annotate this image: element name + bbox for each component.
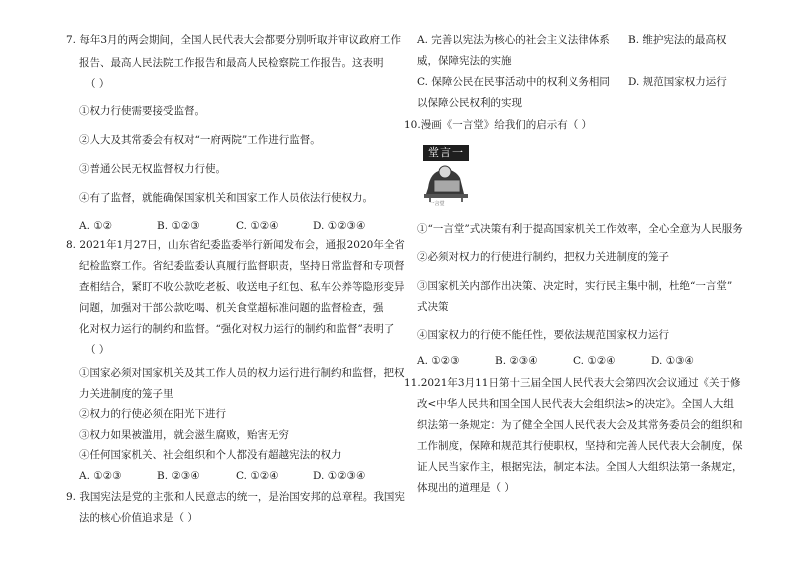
q8-choice-d[interactable]: D. ①②③④ (313, 470, 366, 482)
q7-stem-line: 7. 每年3月的两会期间，全国人民代表大会都要分别听取并审议政府工作 (66, 34, 402, 46)
q11-stem-line: 改<中华人民共和国全国人民代表大会组织法>的决定》。全国人大组 (417, 398, 734, 410)
q8-choice-b[interactable]: B. ②③④ (157, 470, 200, 482)
q10-item: ③国家机关内部作出决策、决定时，实行民主集中制，杜绝“一言堂” (417, 280, 733, 292)
q7-item: ④有了监督，就能确保国家机关和国家工作人员依法行使权力。 (79, 192, 373, 204)
q8-stem-line: 问题，加强对干部公款吃喝、机关食堂超标准问题的监督检查，强 (79, 302, 384, 314)
q7-choice-d[interactable]: D. ①②③④ (313, 220, 366, 232)
q10-item: ②必须对权力的行使进行制约，把权力关进制度的笼子 (417, 251, 669, 263)
q8-stem-line: 查相结合，紧盯不收公款吃老板、收送电子红包、私车公养等隐形变异 (79, 281, 405, 293)
q10-item-cont: 式决策 (417, 301, 449, 313)
q9-choice-c[interactable]: C. 保障公民在民事活动中的权利义务相同 (417, 76, 610, 88)
q7-choice-a[interactable]: A. ①② (79, 220, 113, 232)
q11-stem-line: 体现出的道理是（ ） (417, 482, 515, 494)
q9-stem-line: 法的核心价值追求是（ ） (79, 512, 198, 524)
q10-item: ④国家权力的行使不能任性，要依法规范国家权力运行 (417, 329, 669, 341)
q7-item: ③普通公民无权监督权力行使。 (79, 163, 226, 175)
q9-stem-line: 9. 我国宪法是党的主张和人民意志的统一，是治国安邦的总章程。我国宪 (66, 491, 405, 503)
q8-stem-line: 化对权力运行的制约和监督。“强化对权力运行的制约和监督”表明了 (79, 323, 395, 335)
q9-choice-d[interactable]: D. 规范国家权力运行 (628, 76, 727, 88)
q8-choice-a[interactable]: A. ①②③ (79, 470, 122, 482)
q8-stem-line: 8. 2021年1月27日，山东省纪委监委举行新闻发布会，通报2020年全省 (66, 239, 405, 251)
cartoon-caption: 一言堂 (429, 201, 445, 207)
q7-stem-line: 报告、最高人民法院工作报告和最高人民检察院工作报告。这表明 (79, 57, 384, 69)
q8-choice-c[interactable]: C. ①②④ (236, 470, 279, 482)
q9-choice-a-cont: 威，保障宪法的实施 (417, 55, 512, 67)
q8-item: ①国家必须对国家机关及其工作人员的权力运行进行制约和监督，把权 (79, 367, 405, 379)
q7-choice-b[interactable]: B. ①②③ (157, 220, 200, 232)
q10-item: ①“一言堂”式决策有利于提高国家机关工作效率，全心全意为人民服务 (417, 223, 743, 235)
q8-item: ③权力如果被滥用，就会滋生腐败，贻害无穷 (79, 429, 289, 441)
q11-stem-line: 11.2021年3月11日第十三届全国人民代表大会第四次会议通过《关于修 (404, 377, 741, 389)
q8-stem-line: 纪检监察工作。省纪委监委认真履行监督职责，坚持日常监督和专项督 (79, 260, 405, 272)
q7-item: ②人大及其常委会有权对“一府两院”工作进行监督。 (79, 134, 321, 146)
q9-choice-a[interactable]: A. 完善以宪法为核心的社会主义法律体系 (417, 34, 610, 46)
q8-stem-line: （ ） (85, 344, 110, 356)
q10-choice-d[interactable]: D. ①③④ (651, 355, 694, 367)
q8-item: ②权力的行使必须在阳光下进行 (79, 408, 226, 420)
cartoon-sign-text: 堂言一 (428, 146, 464, 159)
q10-choice-a[interactable]: A. ①②③ (417, 355, 460, 367)
q7-stem-line: （ ） (85, 78, 110, 90)
q9-choice-d-cont: 以保障公民权利的实现 (417, 97, 522, 109)
q10-choice-c[interactable]: C. ①②④ (573, 355, 616, 367)
q11-stem-line: 证人民当家作主，根据宪法，制定本法。全国人大组织法第一条规定， (417, 461, 743, 473)
q7-item: ①权力行使需要接受监督。 (79, 105, 205, 117)
q8-item: ④任何国家机关、社会组织和个人都没有超越宪法的权力 (79, 449, 342, 461)
q7-choice-c[interactable]: C. ①②④ (236, 220, 279, 232)
q10-choice-b[interactable]: B. ②③④ (495, 355, 538, 367)
q8-item: 力关进制度的笼子里 (79, 388, 174, 400)
q11-stem-line: 工作制度，保障和规范其行使职权，坚持和完善人民代表大会制度，保 (417, 440, 743, 452)
q11-stem-line: 织法第一条规定：为了健全全国人民代表大会及其常务委员会的组织和 (417, 419, 743, 431)
cartoon-image (420, 142, 472, 208)
q9-choice-b[interactable]: B. 维护宪法的最高权 (628, 34, 727, 46)
q10-stem: 10.漫画《一言堂》给我们的启示有（ ） (404, 119, 593, 131)
